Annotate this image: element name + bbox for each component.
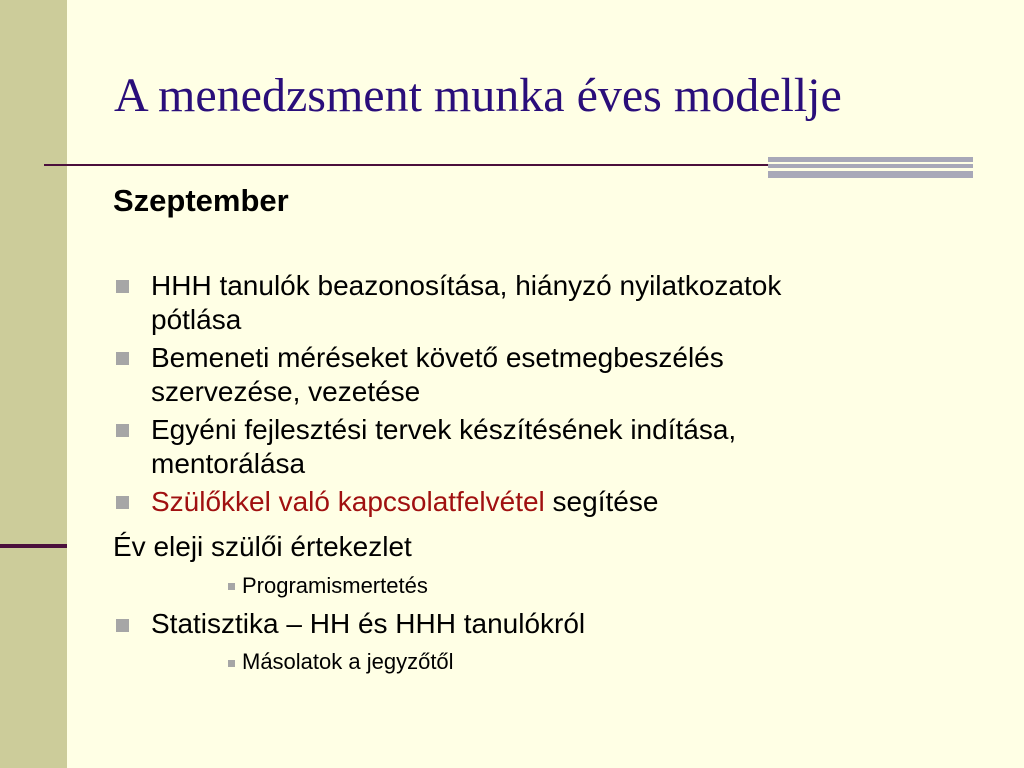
square-bullet-icon [228,583,235,590]
square-bullet-icon [116,280,129,293]
sub-list-item: Programismertetés [242,573,428,598]
list-item-line: Egyéni fejlesztési tervek készítésének indítása, [151,414,737,445]
square-bullet-icon [228,660,235,667]
list-item-text: segítése [544,486,659,517]
list-item-line: HHH tanulók beazonosítása, hiányzó nyilatkozatok [151,270,782,301]
decorative-bar [768,171,973,178]
decorative-bar [768,164,973,168]
list-item-line: pótlása [151,304,242,335]
left-divider-line [0,544,67,548]
list-item-line: Bemeneti méréseket követő esetmegbeszélés [151,342,724,373]
sub-list-item: Másolatok a jegyzőtől [242,649,454,674]
square-bullet-icon [116,619,129,632]
decorative-bars [768,157,973,179]
square-bullet-icon [116,352,129,365]
title-divider-line [44,164,804,166]
square-bullet-icon [116,424,129,437]
list-item-line: Statisztika – HH és HHH tanulókról [151,608,586,639]
section-heading: Szeptember [113,183,289,218]
left-decorative-band [0,0,67,768]
list-item-line: mentorálása [151,448,306,479]
slide-title: A menedzsment munka éves modellje [114,69,842,122]
decorative-bar [768,157,973,162]
plain-text-line: Év eleji szülői értekezlet [113,531,412,562]
highlighted-text: Szülőkkel való kapcsolatfelvétel [151,486,545,517]
list-item-line: szervezése, vezetése [151,376,421,407]
list-item-line [151,484,658,519]
square-bullet-icon [116,496,129,509]
